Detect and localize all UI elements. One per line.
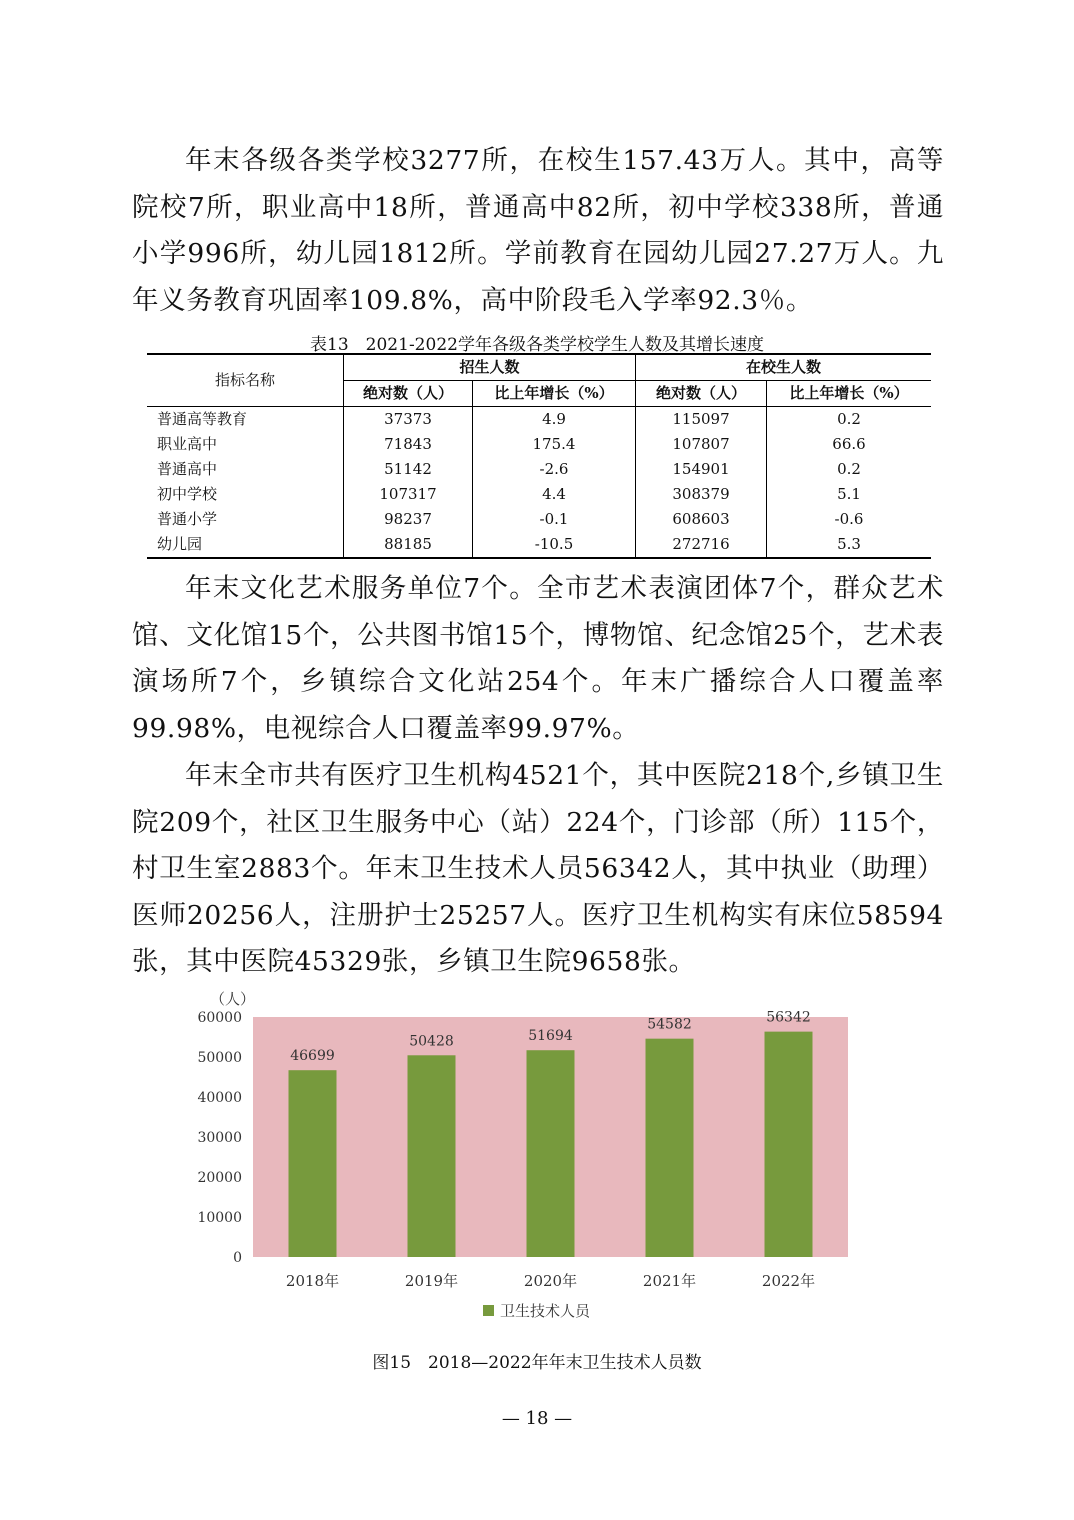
bar <box>408 1055 456 1257</box>
y-tick-label: 50000 <box>197 1050 242 1066</box>
cell-enroll-abs: 51142 <box>344 457 473 482</box>
cell-enrolled-growth: -0.6 <box>767 507 932 532</box>
cell-enroll-abs: 71843 <box>344 432 473 457</box>
cell-enrolled-growth: 5.1 <box>767 482 932 507</box>
table-row <box>147 482 931 507</box>
cell-enrolled-abs: 272716 <box>636 532 767 558</box>
row-label: 普通小学 <box>157 510 218 528</box>
page-number: — 18 — <box>501 1408 573 1429</box>
paragraph-education: 年末各级各类学校3277所，在校生157.43万人。其中，高等院校7所，职业高中18所，普通高中82所，初中学校338所，普通小学996所，幼儿园1812所。学前教育在园幼儿园27.27万人。九年义务教育巩固率109.8%，高中阶段毛入学率92.3％。 <box>132 145 944 316</box>
cell-enrolled-growth: 0.2 <box>767 457 932 482</box>
cell-enroll-growth: -2.6 <box>473 457 636 482</box>
cell-enrolled-abs: 608603 <box>636 507 767 532</box>
paragraph-health: 年末全市共有医疗卫生机构4521个，其中医院218个,乡镇卫生院209个，社区卫生服务中心（站）224个，门诊部（所）115个，村卫生室2883个。年末卫生技术人员56342人，其中执业（助理）医师20256人，注册护士25257人。医疗卫生机构实有床位58594张，其中医院45329张，乡镇卫生院9658张。 <box>132 760 944 977</box>
table-row <box>147 532 931 558</box>
data-label: 46699 <box>290 1048 335 1065</box>
col-group-enrolled: 在校生人数 <box>636 354 932 381</box>
table-row <box>147 457 931 482</box>
col-group-enrollment: 招生人数 <box>344 354 636 381</box>
paragraph-culture: 年末文化艺术服务单位7个。全市艺术表演团体7个，群众艺术馆、文化馆15个，公共图书馆15个，博物馆、纪念馆25个，艺术表演场所7个，乡镇综合文化站254个。年末广播综合人口覆盖率99.98%，电视综合人口覆盖率99.97%。 <box>132 573 944 744</box>
y-tick-label: 60000 <box>197 1010 242 1026</box>
table-caption: 表13 2021-2022学年各级各类学校学生人数及其增长速度 <box>310 335 764 355</box>
bar <box>527 1050 575 1257</box>
x-tick-label: 2022年 <box>761 1272 816 1290</box>
cell-enroll-growth: 4.9 <box>473 407 636 433</box>
cell-enroll-abs: 107317 <box>344 482 473 507</box>
cell-enroll-abs: 98237 <box>344 507 473 532</box>
x-tick-label: 2020年 <box>523 1272 578 1290</box>
cell-enrolled-abs: 107807 <box>636 432 767 457</box>
col-header-growth: 比上年增长（%） <box>473 381 636 407</box>
y-unit-label: （人） <box>210 990 256 1008</box>
cell-enrolled-growth: 66.6 <box>767 432 932 457</box>
y-tick-label: 30000 <box>197 1130 242 1146</box>
col-header-abs: 绝对数（人） <box>636 381 767 407</box>
y-tick-label: 40000 <box>197 1090 242 1106</box>
row-label: 普通高等教育 <box>157 410 248 428</box>
table-row <box>147 507 931 532</box>
legend-label: 卫生技术人员 <box>500 1302 591 1320</box>
data-label: 51694 <box>528 1028 573 1045</box>
cell-enroll-growth: 4.4 <box>473 482 636 507</box>
col-header-abs: 绝对数（人） <box>344 381 473 407</box>
x-tick-label: 2018年 <box>285 1272 340 1290</box>
cell-enrolled-abs: 154901 <box>636 457 767 482</box>
cell-enroll-growth: 175.4 <box>473 432 636 457</box>
row-label: 普通高中 <box>157 460 218 478</box>
row-label: 职业高中 <box>157 435 218 453</box>
cell-enroll-abs: 88185 <box>344 532 473 558</box>
legend-swatch <box>483 1305 494 1316</box>
col-header-growth: 比上年增长（%） <box>767 381 932 407</box>
table-body <box>147 407 931 559</box>
cell-enrolled-abs: 308379 <box>636 482 767 507</box>
bar <box>289 1070 337 1257</box>
figure-caption: 图15 2018—2022年年末卫生技术人员数 <box>372 1353 702 1373</box>
bar <box>765 1032 813 1257</box>
y-tick-label: 20000 <box>197 1170 242 1186</box>
x-tick-label: 2021年 <box>642 1272 697 1290</box>
y-tick-label: 0 <box>233 1250 242 1266</box>
student-table <box>147 353 931 559</box>
bar <box>646 1039 694 1257</box>
cell-enrolled-abs: 115097 <box>636 407 767 433</box>
cell-enrolled-growth: 0.2 <box>767 407 932 433</box>
cell-enroll-growth: -0.1 <box>473 507 636 532</box>
health-staff-bar-chart <box>190 985 880 1335</box>
x-tick-label: 2019年 <box>404 1272 459 1290</box>
data-label: 50428 <box>409 1033 454 1050</box>
row-label: 初中学校 <box>157 485 218 503</box>
y-tick-label: 10000 <box>197 1210 242 1226</box>
table-row <box>147 407 931 433</box>
cell-enroll-abs: 37373 <box>344 407 473 433</box>
data-label: 56342 <box>766 1009 811 1026</box>
cell-enrolled-growth: 5.3 <box>767 532 932 558</box>
cell-enroll-growth: -10.5 <box>473 532 636 558</box>
table-row <box>147 432 931 457</box>
row-label: 幼儿园 <box>147 532 344 558</box>
data-label: 54582 <box>647 1016 692 1033</box>
col-header-name: 指标名称 <box>147 354 344 407</box>
